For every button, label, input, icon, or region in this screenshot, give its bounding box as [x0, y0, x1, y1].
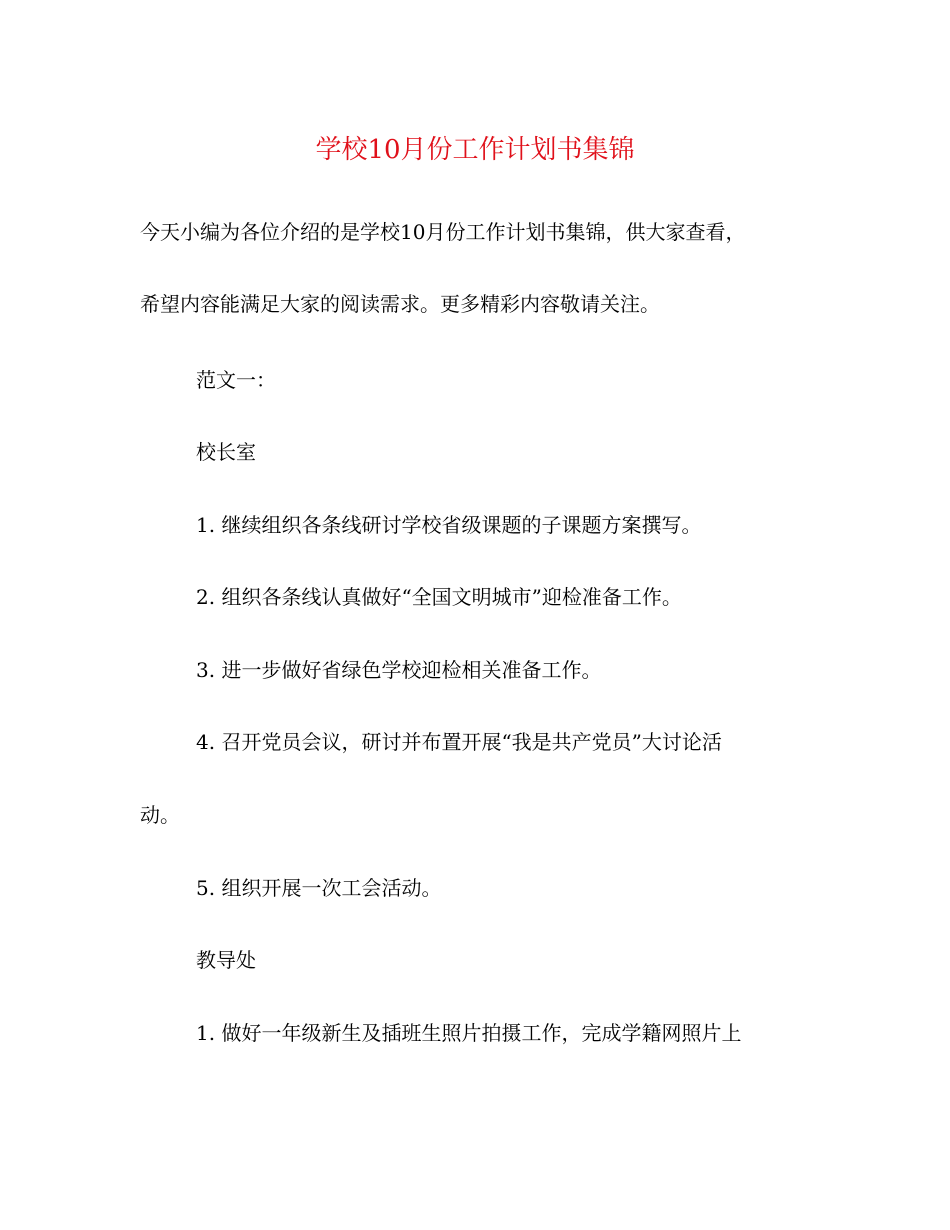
list-item: 3. 进一步做好省绿色学校迎检相关准备工作。: [196, 658, 602, 682]
section-heading-principal: 校长室: [196, 440, 256, 464]
sample-heading: 范文一：: [196, 368, 276, 392]
list-item-continuation: 动。: [140, 803, 180, 827]
list-item: 5. 组织开展一次工会活动。: [196, 876, 442, 900]
list-item: 4. 召开党员会议，研讨并布置开展“我是共产党员”大讨论活: [196, 730, 722, 754]
list-item: 2. 组织各条线认真做好“全国文明城市”迎检准备工作。: [196, 585, 682, 609]
document-title: 学校10月份工作计划书集锦: [315, 135, 635, 165]
intro-line-2: 希望内容能满足大家的阅读需求。更多精彩内容敬请关注。: [140, 292, 660, 316]
section-heading-academic: 教导处: [196, 948, 256, 972]
list-item: 1. 继续组织各条线研讨学校省级课题的子课题方案撰写。: [196, 513, 702, 537]
intro-line-1: 今天小编为各位介绍的是学校10月份工作计划书集锦，供大家查看，: [140, 220, 746, 244]
list-item: 1. 做好一年级新生及插班生照片拍摄工作，完成学籍网照片上: [196, 1021, 742, 1045]
